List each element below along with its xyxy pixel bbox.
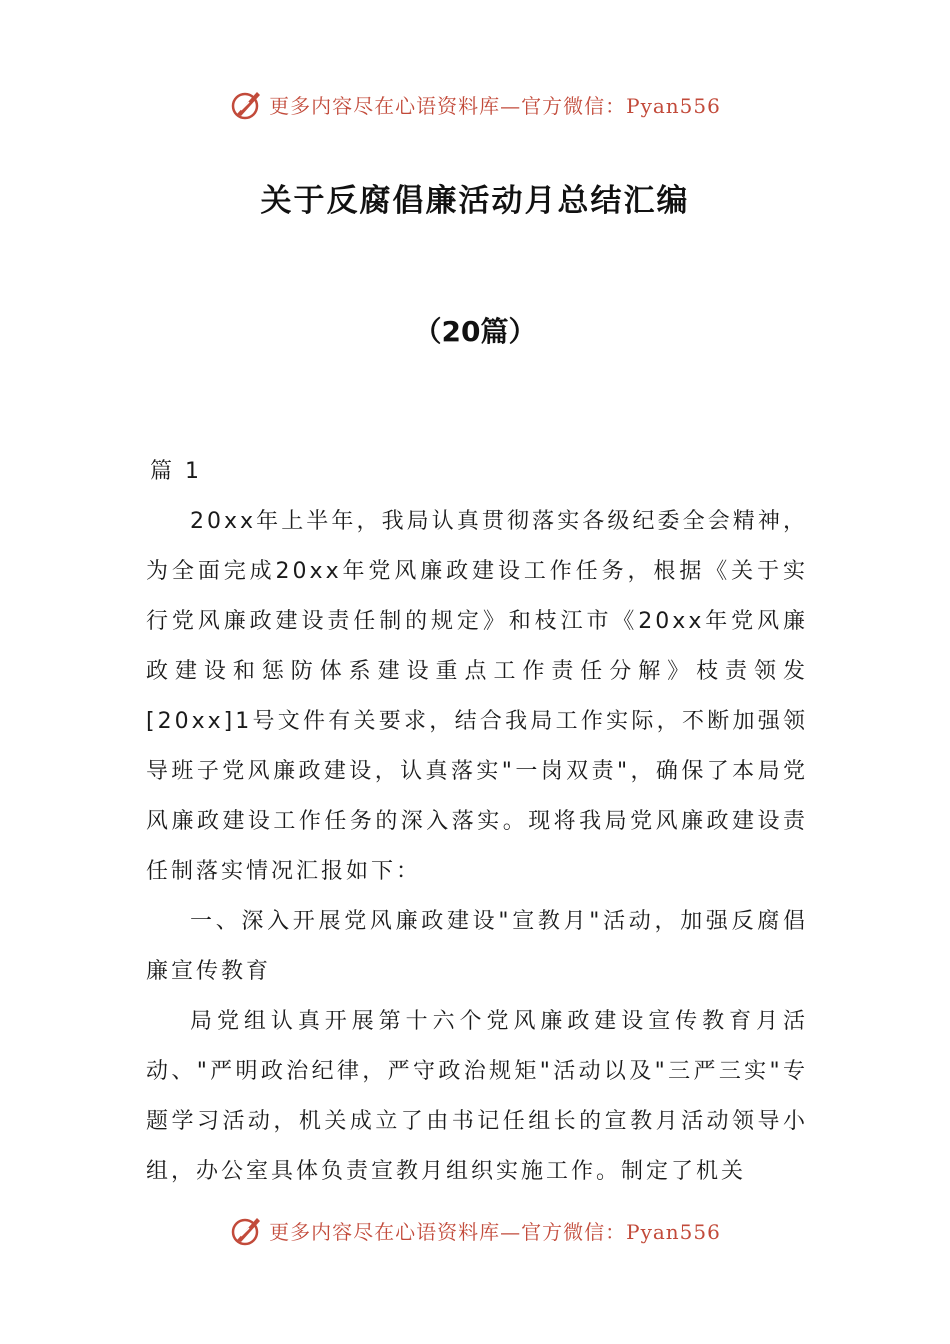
watermark-text: 更多内容尽在心语资料库—官方微信：Pyan556: [269, 93, 721, 118]
document-body: [146, 447, 808, 1197]
document-subtitle: （20篇）: [413, 315, 537, 348]
header-watermark: [0, 84, 950, 124]
section-label: 篇 1: [150, 459, 202, 484]
body-paragraph: 20xx年上半年，我局认真贯彻落实各级纪委全会精神，为全面完成20xx年党风廉政建设工作任务，根据《关于实行党风廉政建设责任制的规定》和枝江市《20xx年党风廉政建设和惩防体系建设重点工作责任分解》枝责领发[20xx]1号文件有关要求，结合我局工作实际，不断加强领导班子党风廉政建设，认真落实"一岗双责"，确保了本局党风廉政建设工作任务的深入落实。现将我局党风廉政建设责任制落实情况汇报如下：: [146, 509, 808, 884]
document-title: 关于反腐倡廉活动月总结汇编: [260, 183, 690, 219]
section-heading: 一、深入开展党风廉政建设"宣教月"活动，加强反腐倡廉宣传教育: [146, 909, 808, 984]
quill-pen-icon: [229, 1212, 265, 1248]
body-paragraph: 局党组认真开展第十六个党风廉政建设宣传教育月活动、"严明政治纪律，严守政治规矩"活动以及"三严三实"专题学习活动，机关成立了由书记任组长的宣教月活动领导小组，办公室具体负责宣教月组织实施工作。制定了机关: [146, 1009, 808, 1184]
footer-watermark: [0, 1210, 950, 1250]
quill-pen-icon: [229, 86, 265, 122]
watermark-text: 更多内容尽在心语资料库—官方微信：Pyan556: [269, 1219, 721, 1244]
